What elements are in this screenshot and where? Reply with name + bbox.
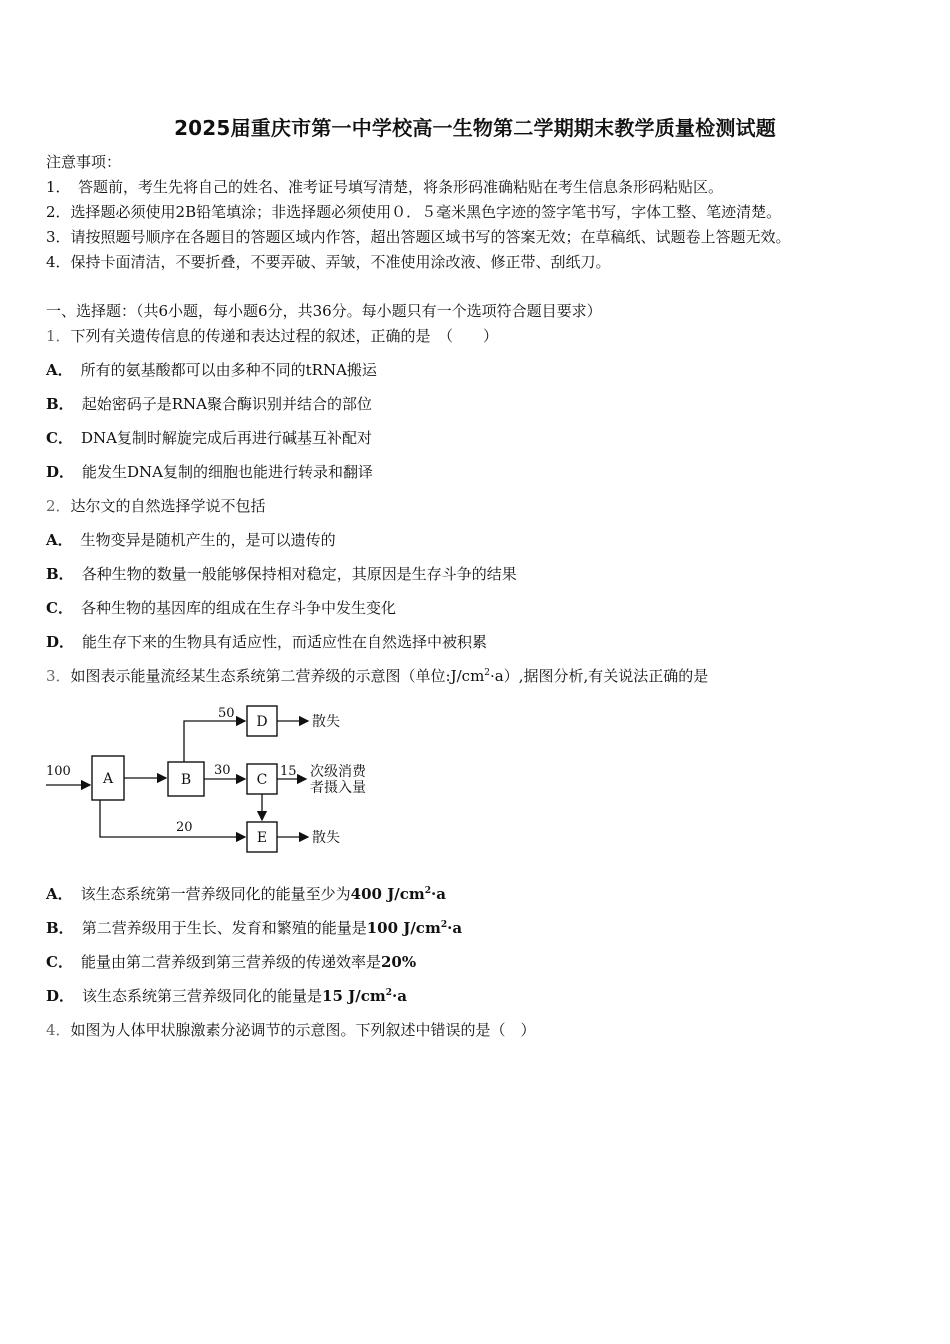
option-value: 15 J/cm bbox=[322, 987, 386, 1005]
option-unit-tail: ·a bbox=[431, 885, 446, 903]
question-number: 1． bbox=[46, 327, 71, 345]
option-3d bbox=[46, 986, 407, 1006]
question-stem: 如图表示能量流经某生态系统第二营养级的示意图（单位:J/cm bbox=[70, 667, 485, 685]
option-letter: D． bbox=[46, 987, 75, 1005]
option-letter: B． bbox=[46, 565, 74, 583]
e-out-label: 散失 bbox=[312, 830, 340, 846]
page-title: 2025届重庆市第一中学校高一生物第二学期期末教学质量检测试题 bbox=[174, 116, 776, 140]
option-letter: A． bbox=[46, 885, 73, 903]
option-letter: C． bbox=[46, 429, 73, 447]
option-3c bbox=[46, 952, 416, 972]
option-2c bbox=[46, 598, 396, 618]
b-to-d-value: 50 bbox=[218, 706, 235, 721]
option-text: 能生存下来的生物具有适应性，而适应性在自然选择中被积累 bbox=[82, 633, 488, 651]
option-text: DNA复制时解旋完成后再进行碱基互补配对 bbox=[80, 429, 372, 447]
question-3 bbox=[46, 666, 708, 686]
box-c-label: C bbox=[256, 772, 268, 788]
option-value: 400 J/cm bbox=[350, 885, 425, 903]
question-stem: 如图为人体甲状腺激素分泌调节的示意图。下列叙述中错误的是（ ） bbox=[70, 1021, 536, 1039]
notice-heading: 注意事项： bbox=[46, 153, 122, 171]
superscript: 2 bbox=[424, 886, 432, 896]
option-letter: B． bbox=[46, 395, 74, 413]
question-stem: 下列有关遗传信息的传递和表达过程的叙述，正确的是 （ ） bbox=[70, 327, 499, 345]
question-number: 3． bbox=[46, 667, 71, 685]
question-number: 2． bbox=[46, 497, 71, 515]
option-unit-tail: ·a bbox=[447, 919, 463, 937]
superscript: 2 bbox=[440, 920, 448, 930]
question-1 bbox=[46, 326, 498, 346]
option-text: 起始密码子是RNA聚合酶识别并结合的部位 bbox=[81, 395, 372, 413]
option-value: 20% bbox=[380, 953, 417, 971]
notice-item: 3．请按照题号顺序在各题目的答题区域内作答，超出答题区域书写的答案无效；在草稿纸、试题卷上答题无效。 bbox=[46, 228, 791, 246]
notice-item: 4．保持卡面清洁，不要折叠，不要弄破、弄皱，不准使用涂改液、修正带、刮纸刀。 bbox=[46, 253, 611, 271]
box-b-label: B bbox=[180, 772, 192, 788]
option-3a bbox=[46, 884, 446, 904]
question-2 bbox=[46, 496, 266, 516]
option-1b bbox=[46, 394, 372, 414]
a-to-e-arrow bbox=[100, 800, 245, 837]
superscript: 2 bbox=[484, 668, 491, 678]
option-2b bbox=[46, 564, 517, 584]
section-heading: 一、选择题：（共6小题，每小题6分，共36分。每小题只有一个选项符合题目要求） bbox=[46, 302, 602, 320]
option-2d bbox=[46, 632, 487, 652]
b-to-c-value: 30 bbox=[214, 763, 231, 778]
superscript: 2 bbox=[385, 988, 392, 998]
option-letter: A． bbox=[46, 531, 73, 549]
option-letter: D． bbox=[46, 633, 75, 651]
question-stem-tail: ·a）,据图分析,有关说法正确的是 bbox=[490, 667, 709, 685]
question-number: 4． bbox=[46, 1021, 71, 1039]
option-letter: A． bbox=[46, 361, 73, 379]
c-out-label-1: 次级消费 bbox=[310, 764, 366, 780]
b-to-d-arrow bbox=[184, 721, 245, 762]
notice-item: 1． 答题前，考生先将自己的姓名、准考证号填写清楚，将条形码准确粘贴在考生信息条形码粘贴区。 bbox=[46, 178, 724, 196]
option-text: 生物变异是随机产生的，是可以遗传的 bbox=[80, 531, 336, 549]
option-text: 各种生物的基因库的组成在生存斗争中发生变化 bbox=[80, 599, 396, 617]
notice-item: 2．选择题必须使用2B铅笔填涂；非选择题必须使用０．５毫米黑色字迹的签字笔书写，字体工整、笔迹清楚。 bbox=[46, 203, 782, 221]
option-1d bbox=[46, 462, 373, 482]
input-value: 100 bbox=[46, 764, 71, 779]
option-text: 该生态系统第一营养级同化的能量至少为 bbox=[80, 885, 351, 903]
box-a-label: A bbox=[102, 771, 114, 787]
option-3b bbox=[46, 918, 462, 938]
option-text: 能发生DNA复制的细胞也能进行转录和翻译 bbox=[82, 463, 374, 481]
option-1a bbox=[46, 360, 377, 380]
box-d-label: D bbox=[256, 714, 268, 730]
option-letter: D． bbox=[46, 463, 75, 481]
option-value: 100 J/cm bbox=[366, 919, 441, 937]
c-out-value: 15 bbox=[280, 764, 297, 779]
option-1c bbox=[46, 428, 372, 448]
option-letter: C． bbox=[46, 953, 73, 971]
question-4 bbox=[46, 1020, 536, 1040]
option-text: 各种生物的数量一般能够保持相对稳定，其原因是生存斗争的结果 bbox=[81, 565, 517, 583]
question-stem: 达尔文的自然选择学说不包括 bbox=[70, 497, 266, 515]
a-to-e-value: 20 bbox=[176, 820, 193, 835]
d-out-label: 散失 bbox=[312, 714, 340, 730]
energy-flow-diagram bbox=[40, 698, 400, 858]
option-letter: C． bbox=[46, 599, 73, 617]
option-text: 第二营养级用于生长、发育和繁殖的能量是 bbox=[81, 919, 367, 937]
option-text: 该生态系统第三营养级同化的能量是 bbox=[82, 987, 323, 1005]
box-e-label: E bbox=[256, 830, 268, 846]
option-2a bbox=[46, 530, 336, 550]
option-letter: B． bbox=[46, 919, 74, 937]
option-unit-tail: ·a bbox=[391, 987, 407, 1005]
c-out-label-2: 者摄入量 bbox=[310, 780, 366, 796]
option-text: 所有的氨基酸都可以由多种不同的tRNA搬运 bbox=[80, 361, 377, 379]
option-text: 能量由第二营养级到第三营养级的传递效率是 bbox=[80, 953, 381, 971]
